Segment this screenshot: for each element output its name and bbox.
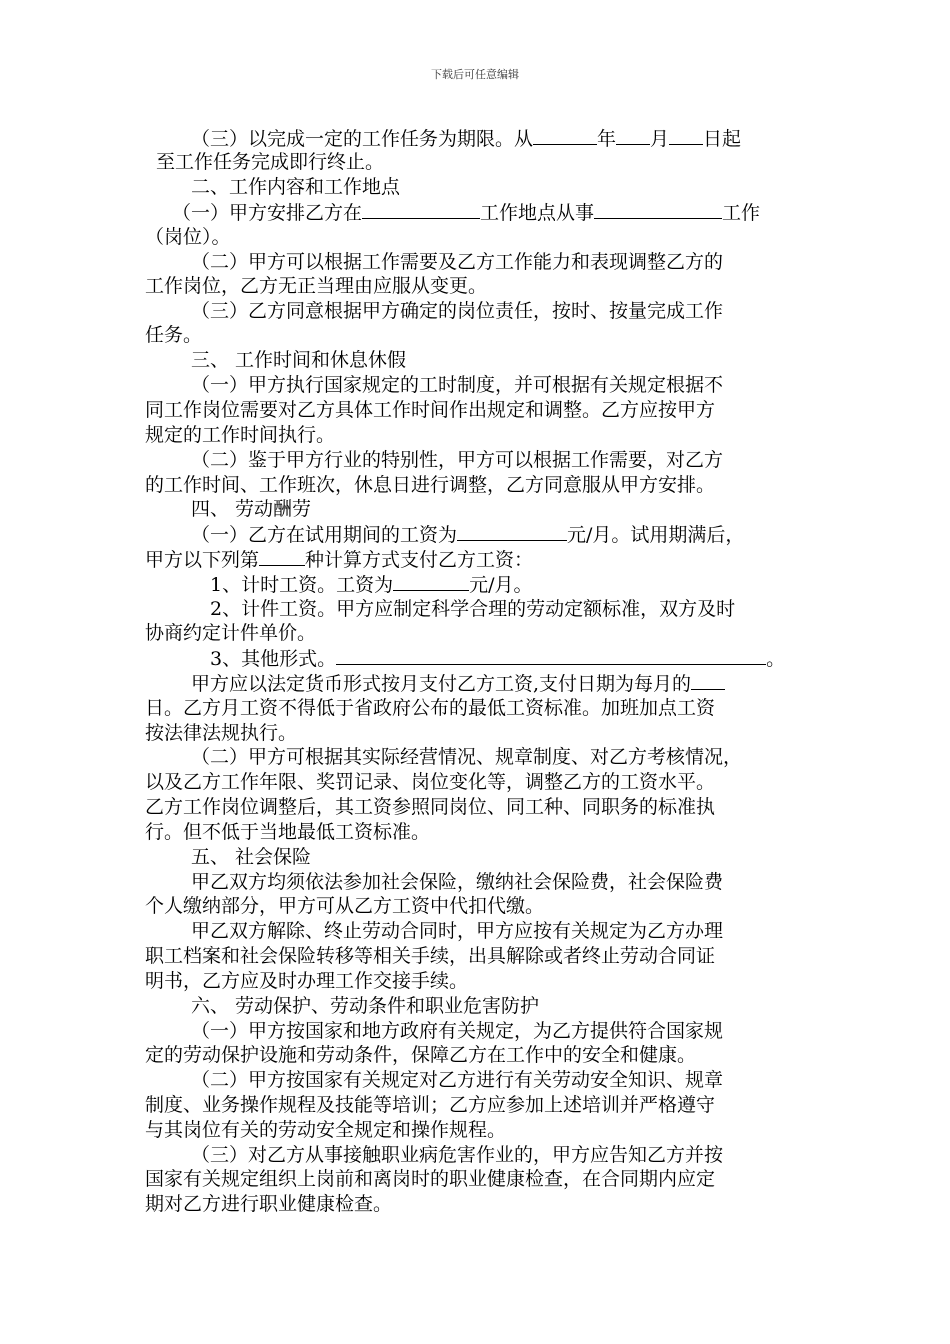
fill-blank (336, 646, 766, 665)
section-heading: 六、 劳动保护、劳动条件和职业危害防护 (191, 995, 540, 1017)
line-text: 日起 (703, 128, 742, 150)
text-line: 行。但不低于当地最低工资标准。 (145, 821, 431, 843)
text-line (191, 126, 741, 151)
line-text: 工作地点从事 (480, 202, 595, 224)
section-heading: 三、 工作时间和休息休假 (191, 349, 407, 371)
fill-blank (669, 126, 703, 145)
fill-blank (594, 200, 722, 219)
text-line: 制度、业务操作规程及技能等培训；乙方应参加上述培训并严格遵守 (145, 1094, 716, 1116)
fill-blank (616, 126, 650, 145)
fill-blank (393, 572, 469, 591)
text-line: 以及乙方工作年限、奖罚记录、岗位变化等，调整乙方的工资水平。 (145, 771, 716, 793)
text-line: （三）乙方同意根据甲方确定的岗位责任，按时、按量完成工作 (191, 300, 724, 322)
text-line: 明书，乙方应及时办理工作交接手续。 (145, 970, 469, 992)
text-line: 按法律法规执行。 (145, 722, 298, 744)
line-text: 甲方应以法定货币形式按月支付乙方工资,支付日期为每月的 (191, 673, 692, 695)
line-text: （一）甲方安排乙方在 (172, 202, 363, 224)
text-line: 工作岗位，乙方无正当理由应服从变更。 (145, 275, 488, 297)
text-line: 协商约定计件单价。 (145, 622, 317, 644)
text-line: （二）鉴于甲方行业的特别性，甲方可以根据工作需要，对乙方 (191, 449, 724, 471)
fill-blank (691, 671, 725, 690)
line-text: （一）乙方在试用期间的工资为 (191, 524, 458, 546)
fill-blank (457, 522, 567, 541)
text-line: 的工作时间、工作班次，休息日进行调整，乙方同意服从甲方安排。 (145, 474, 716, 496)
line-text: （三）以完成一定的工作任务为期限。从 (191, 128, 534, 150)
text-line: 规定的工作时间执行。 (145, 424, 336, 446)
text-line (191, 671, 725, 696)
text-line (210, 646, 785, 671)
text-line: （二）甲方可根据其实际经营情况、规章制度、对乙方考核情况， (191, 746, 743, 768)
text-line: （岗位）。 (145, 226, 231, 248)
text-line: 至工作任务完成即行终止。 (156, 151, 385, 173)
text-line: 期对乙方进行职业健康检查。 (145, 1193, 393, 1215)
line-text: 3、其他形式。 (210, 648, 337, 670)
text-line (210, 572, 533, 597)
fill-blank (362, 200, 480, 219)
text-line: （一）甲方执行国家规定的工时制度，并可根据有关规定根据不 (191, 374, 724, 396)
line-text: 。 (766, 648, 786, 670)
text-line: 2、计件工资。甲方应制定科学合理的劳动定额标准，双方及时 (210, 598, 736, 620)
text-line: 日。乙方月工资不得低于省政府公布的最低工资标准。加班加点工资 (145, 697, 716, 719)
fill-blank (533, 126, 597, 145)
text-line: 甲乙双方解除、终止劳动合同时，甲方应按有关规定为乙方办理 (191, 920, 724, 942)
text-line: 乙方工作岗位调整后，其工资参照同岗位、同工种、同职务的标准执 (145, 796, 716, 818)
text-line: 与其岗位有关的劳动安全规定和操作规程。 (145, 1119, 507, 1141)
line-text: 元/月。 (469, 574, 533, 596)
page-header: 下载后可任意编辑 (431, 68, 519, 81)
text-line: 甲乙双方均须依法参加社会保险，缴纳社会保险费，社会保险费 (191, 871, 724, 893)
line-text: 甲方以下列第 (145, 549, 260, 571)
text-line: （二）甲方按国家有关规定对乙方进行有关劳动安全知识、规章 (191, 1069, 724, 1091)
text-line: 同工作岗位需要对乙方具体工作时间作出规定和调整。乙方应按甲方 (145, 399, 716, 421)
text-line: 定的劳动保护设施和劳动条件，保障乙方在工作中的安全和健康。 (145, 1044, 697, 1066)
text-line: （二）甲方可以根据工作需要及乙方工作能力和表现调整乙方的 (191, 251, 724, 273)
text-line: 国家有关规定组织上岗前和离岗时的职业健康检查，在合同期内应定 (145, 1168, 716, 1190)
text-line (191, 522, 744, 547)
text-line: （三）对乙方从事接触职业病危害作业的，甲方应告知乙方并按 (191, 1144, 724, 1166)
text-line: 个人缴纳部分，甲方可从乙方工资中代扣代缴。 (145, 895, 545, 917)
fill-blank (259, 547, 305, 566)
line-text: 元/月。试用期满后， (567, 524, 745, 546)
text-line: 职工档案和社会保险转移等相关手续，出具解除或者终止劳动合同证 (145, 945, 716, 967)
text-line (145, 547, 533, 572)
line-text: 1、计时工资。工资为 (210, 574, 394, 596)
line-text: 年 (597, 128, 617, 150)
line-text: 种计算方式支付乙方工资： (305, 549, 534, 571)
section-heading: 四、 劳动酬劳 (191, 498, 312, 520)
text-line: 任务。 (145, 324, 203, 346)
text-line (172, 200, 760, 225)
line-text: 月 (650, 128, 670, 150)
line-text: 工作 (722, 202, 761, 224)
section-heading: 五、 社会保险 (191, 846, 312, 868)
text-line: （一）甲方按国家和地方政府有关规定，为乙方提供符合国家规 (191, 1020, 724, 1042)
section-heading: 二、工作内容和工作地点 (191, 176, 401, 198)
